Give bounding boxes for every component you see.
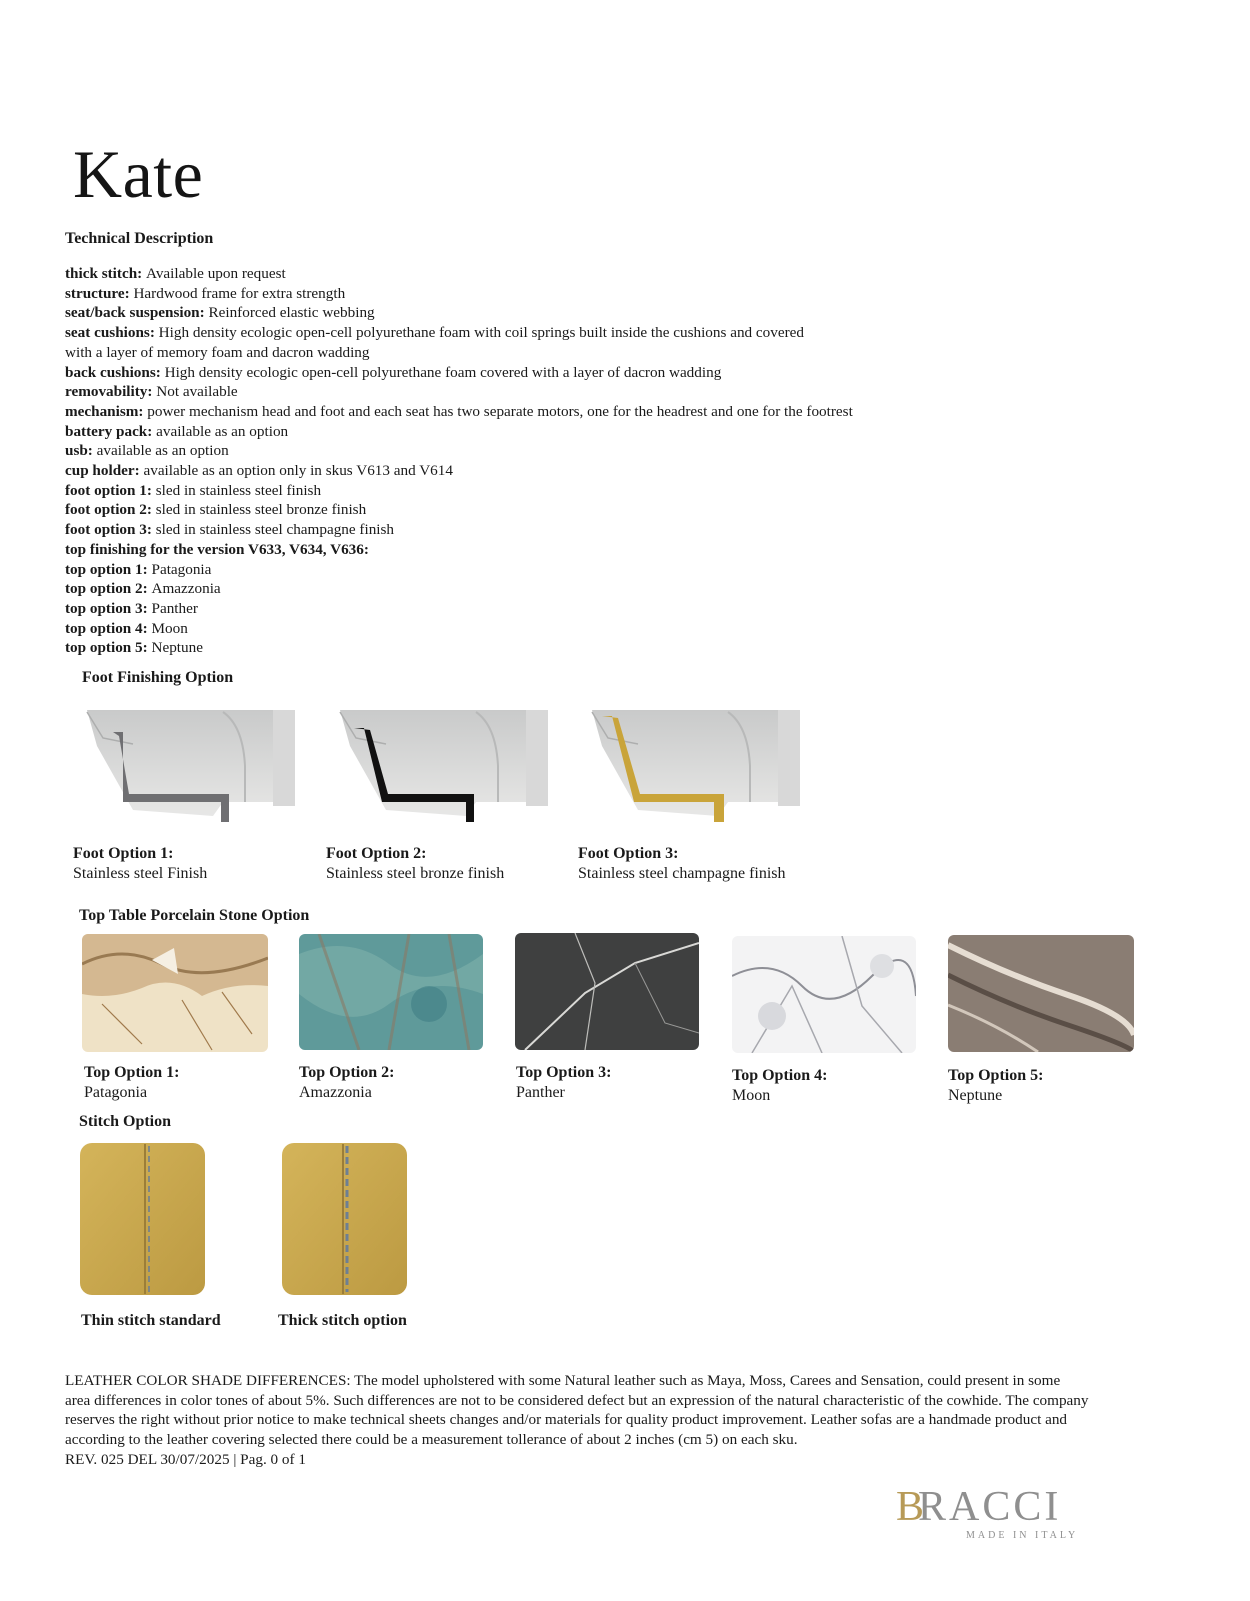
top-option-2-value: Amazzonia	[299, 1084, 372, 1101]
top-option-1-value: Patagonia	[84, 1084, 148, 1101]
spec-key: top option 2:	[65, 580, 152, 598]
top-option-4-caption	[732, 1066, 827, 1106]
spec-line	[65, 363, 1165, 383]
spec-line	[65, 461, 1165, 481]
thin-stitch-label: Thin stitch standard	[81, 1312, 221, 1329]
spec-key: seat/back suspension:	[65, 304, 209, 322]
footer-line: area differences in color tones of about 5%. Such differences are not to be considered defect but an expression of the natural characteristic of the cowhide. The company	[65, 1391, 1089, 1409]
top-option-5-value: Neptune	[948, 1087, 1003, 1104]
spec-value: power mechanism head and foot and each seat has two separate motors, one for the headrest and one for the footrest	[147, 402, 853, 420]
foot-option-3-image	[578, 706, 800, 832]
spec-line	[65, 540, 1165, 560]
spec-value: Available upon request	[146, 265, 286, 282]
foot-option-1-value: Stainless steel Finish	[73, 865, 208, 882]
logo-brand: RACCI	[918, 1484, 1062, 1530]
footer-line: LEATHER COLOR SHADE DIFFERENCES: The model upholstered with some Natural leather such as Maya, Moss, Carees and Sensation, could present in some	[65, 1372, 1061, 1389]
spec-line	[65, 481, 1165, 501]
spec-key: seat cushions:	[65, 324, 159, 342]
spec-line	[65, 264, 1165, 284]
top-option-1-swatch	[82, 934, 268, 1052]
revision-line: REV. 025 DEL 30/07/2025 | Pag. 0 of 1	[65, 1450, 306, 1468]
foot-option-2-image	[326, 706, 548, 832]
spec-line	[65, 382, 1165, 402]
spec-key: removability:	[65, 383, 157, 401]
spec-line	[65, 402, 1165, 422]
spec-value: Not available	[156, 383, 238, 401]
page-title: Kate	[73, 136, 204, 212]
spec-value: sled in stainless steel bronze finish	[155, 501, 367, 519]
spec-line	[65, 599, 1165, 619]
spec-line	[65, 343, 1165, 363]
spec-key: top option 5:	[65, 639, 152, 657]
spec-key: thick stitch:	[65, 265, 146, 282]
top-option-5-caption	[948, 1066, 1043, 1106]
foot-option-2-caption	[326, 844, 504, 884]
top-option-3-value: Panther	[516, 1084, 565, 1101]
spec-line	[65, 579, 1165, 599]
foot-option-3-value: Stainless steel champagne finish	[578, 865, 786, 882]
spec-value: High density ecologic open-cell polyurethane foam with coil springs built inside the cushions and covered	[158, 324, 804, 342]
spec-value: Patagonia	[151, 560, 212, 578]
top-option-4-label: Top Option 4:	[732, 1067, 828, 1084]
foot-option-3-caption	[578, 844, 786, 884]
spec-value: sled in stainless steel champagne finish	[155, 521, 395, 539]
spec-key: structure:	[65, 284, 134, 302]
spec-value: Reinforced elastic webbing	[208, 304, 375, 322]
spec-key: top finishing for the version V633, V634, V636:	[65, 540, 369, 558]
top-option-2-swatch	[299, 934, 483, 1050]
spec-value: sled in stainless steel finish	[155, 481, 322, 499]
spec-key: foot option 1:	[65, 481, 156, 499]
spec-key: top option 4:	[65, 619, 152, 637]
spec-value: Panther	[151, 599, 198, 617]
spec-line	[65, 560, 1165, 580]
foot-option-2-value: Stainless steel bronze finish	[326, 865, 505, 882]
spec-line	[65, 619, 1165, 639]
footer-line: according to the leather covering selected there could be a measurement tollerance of about 2 inches (cm 5) on each sku.	[65, 1431, 798, 1449]
top-option-3-swatch	[515, 933, 699, 1050]
thick-stitch-label: Thick stitch option	[278, 1312, 407, 1329]
stitch-option-heading: Stitch Option	[79, 1113, 172, 1130]
spec-value: with a layer of memory foam and dacron wadding	[65, 343, 370, 361]
foot-finishing-heading: Foot Finishing Option	[82, 669, 234, 686]
top-option-3-label: Top Option 3:	[516, 1064, 612, 1081]
spec-value: available as an option only in skus V613 and V614	[143, 462, 453, 480]
top-option-4-swatch	[732, 936, 916, 1053]
spec-value: High density ecologic open-cell polyurethane foam covered with a layer of dacron wadding	[164, 363, 722, 381]
thin-stitch-swatch	[79, 1142, 206, 1296]
top-option-3-caption	[516, 1063, 611, 1103]
top-option-5-label: Top Option 5:	[948, 1067, 1044, 1084]
thick-stitch-swatch	[281, 1142, 408, 1296]
top-table-heading: Top Table Porcelain Stone Option	[79, 907, 310, 924]
bracci-logo	[896, 1482, 1156, 1542]
spec-key: top option 1:	[65, 560, 152, 578]
spec-key: cup holder:	[65, 462, 144, 480]
svg-text:B: B	[896, 1484, 925, 1530]
spec-line	[65, 520, 1165, 540]
spec-key: battery pack:	[65, 422, 157, 440]
spec-key: foot option 3:	[65, 521, 156, 539]
top-option-1-label: Top Option 1:	[84, 1064, 180, 1081]
foot-option-1-caption	[73, 844, 207, 884]
technical-description-heading: Technical Description	[65, 230, 214, 247]
spec-line	[65, 422, 1165, 442]
spec-line	[65, 284, 1165, 304]
spec-line	[65, 441, 1165, 461]
spec-value: Moon	[151, 619, 188, 637]
spec-value: available as an option	[156, 422, 289, 440]
top-option-2-caption	[299, 1063, 394, 1103]
foot-option-1-image	[73, 706, 295, 832]
footer-line: reserves the right without prior notice to make technical sheets changes and/or materials for quality product improvement. Leather sofas are a handmade product and	[65, 1411, 1068, 1429]
spec-key: usb:	[65, 442, 97, 460]
top-option-1-caption	[84, 1063, 179, 1103]
spec-line	[65, 500, 1165, 520]
spec-value: Amazzonia	[151, 580, 221, 598]
spec-line	[65, 323, 1165, 343]
spec-value: Hardwood frame for extra strength	[133, 284, 346, 302]
spec-line	[65, 638, 1165, 658]
foot-option-1-label: Foot Option 1:	[73, 845, 174, 862]
top-option-4-value: Moon	[732, 1087, 771, 1104]
foot-option-2-label: Foot Option 2:	[326, 845, 427, 862]
spec-key: foot option 2:	[65, 501, 156, 519]
top-option-2-label: Top Option 2:	[299, 1064, 395, 1081]
spec-key: top option 3:	[65, 599, 152, 617]
top-option-5-swatch	[948, 935, 1134, 1052]
spec-key: mechanism:	[65, 402, 148, 420]
foot-option-3-label: Foot Option 3:	[578, 845, 679, 862]
spec-key: back cushions:	[65, 363, 165, 381]
spec-list	[65, 264, 1165, 658]
spec-line	[65, 303, 1165, 323]
footer-notes	[65, 1371, 1195, 1470]
spec-value: Neptune	[151, 639, 203, 657]
logo-tagline: MADE IN ITALY	[966, 1530, 1079, 1541]
spec-value: available as an option	[96, 442, 229, 460]
